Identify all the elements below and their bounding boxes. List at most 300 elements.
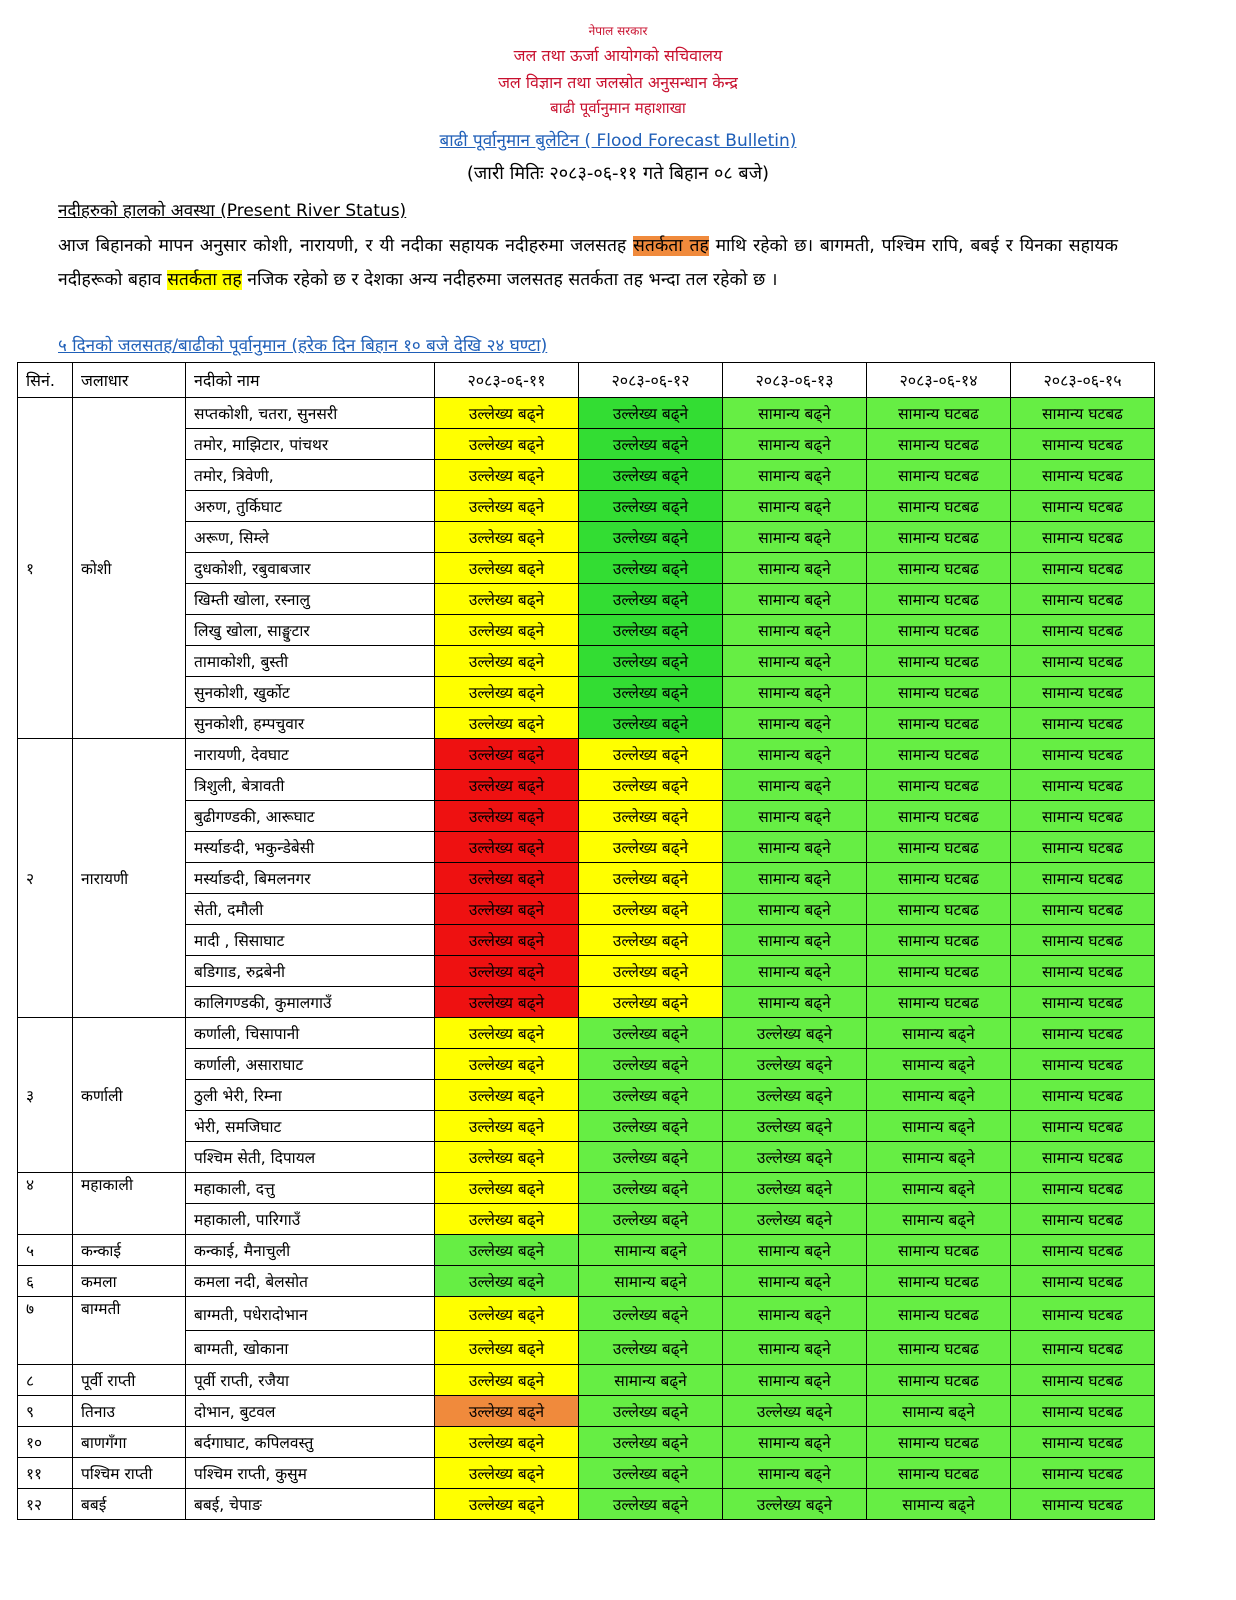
forecast-cell: उल्लेख्य बढ्ने: [435, 1396, 579, 1427]
forecast-cell: उल्लेख्य बढ्ने: [435, 832, 579, 863]
forecast-cell: सामान्य घटबढ: [1011, 925, 1155, 956]
forecast-cell: उल्लेख्य बढ्ने: [435, 646, 579, 677]
forecast-cell: उल्लेख्य बढ्ने: [579, 770, 723, 801]
forecast-cell: उल्लेख्य बढ्ने: [723, 1080, 867, 1111]
forecast-cell: उल्लेख्य बढ्ने: [723, 1489, 867, 1520]
river-station: कर्णाली, चिसापानी: [186, 1018, 435, 1049]
forecast-cell: सामान्य घटबढ: [867, 1427, 1011, 1458]
forecast-cell: उल्लेख्य बढ्ने: [579, 1204, 723, 1235]
basin-name: तिनाउ: [73, 1396, 186, 1427]
forecast-cell: सामान्य घटबढ: [1011, 1396, 1155, 1427]
forecast-cell: सामान्य बढ्ने: [723, 398, 867, 429]
river-station: बडिगाड, रुद्रबेनी: [186, 956, 435, 987]
table-row: [18, 708, 1155, 739]
forecast-cell: सामान्य घटबढ: [867, 801, 1011, 832]
table-row: [18, 832, 1155, 863]
river-station: बबई, चेपाङ: [186, 1489, 435, 1520]
table-row: [18, 398, 1155, 429]
forecast-cell: उल्लेख्य बढ्ने: [579, 801, 723, 832]
table-row: [18, 1458, 1155, 1489]
river-station: कर्णाली, असाराघाट: [186, 1049, 435, 1080]
serial-number: १: [18, 398, 73, 739]
forecast-cell: उल्लेख्य बढ्ने: [435, 1142, 579, 1173]
column-header-date: २०८३-०६-१२: [579, 363, 723, 398]
forecast-cell: उल्लेख्य बढ्ने: [435, 1266, 579, 1297]
forecast-cell: सामान्य घटबढ: [1011, 1266, 1155, 1297]
forecast-cell: उल्लेख्य बढ्ने: [579, 925, 723, 956]
forecast-cell: सामान्य बढ्ने: [867, 1049, 1011, 1080]
river-station: सुनकोशी, हम्पचुवार: [186, 708, 435, 739]
table-row: [18, 987, 1155, 1018]
river-station: तमोर, माझिटार, पांचथर: [186, 429, 435, 460]
forecast-cell: उल्लेख्य बढ्ने: [723, 1049, 867, 1080]
table-row: [18, 1297, 1155, 1331]
forecast-cell: उल्लेख्य बढ्ने: [435, 1173, 579, 1204]
forecast-cell: उल्लेख्य बढ्ने: [435, 584, 579, 615]
centre-title: जल विज्ञान तथा जलस्रोत अनुसन्धान केन्द्र: [498, 73, 738, 92]
river-station: कालिगण्डकी, कुमालगाउँ: [186, 987, 435, 1018]
river-station: बाग्मती, खोकाना: [186, 1331, 435, 1365]
forecast-cell: उल्लेख्य बढ्ने: [579, 894, 723, 925]
forecast-cell: उल्लेख्य बढ्ने: [579, 1111, 723, 1142]
basin-name: नारायणी: [73, 739, 186, 1018]
table-row: [18, 1266, 1155, 1297]
forecast-cell: सामान्य घटबढ: [867, 553, 1011, 584]
river-station: कन्काई, मैनाचुली: [186, 1235, 435, 1266]
forecast-cell: सामान्य घटबढ: [1011, 770, 1155, 801]
forecast-cell: उल्लेख्य बढ्ने: [579, 863, 723, 894]
forecast-cell: सामान्य घटबढ: [867, 770, 1011, 801]
forecast-cell: सामान्य बढ्ने: [867, 1080, 1011, 1111]
basin-name: कोशी: [73, 398, 186, 739]
forecast-cell: सामान्य घटबढ: [1011, 553, 1155, 584]
forecast-cell: सामान्य घटबढ: [867, 460, 1011, 491]
forecast-table-body: [18, 398, 1155, 1520]
table-row: [18, 739, 1155, 770]
table-row: [18, 1111, 1155, 1142]
table-row: [18, 894, 1155, 925]
forecast-cell: उल्लेख्य बढ्ने: [579, 615, 723, 646]
forecast-cell: उल्लेख्य बढ्ने: [435, 522, 579, 553]
forecast-cell: उल्लेख्य बढ्ने: [435, 429, 579, 460]
forecast-cell: उल्लेख्य बढ्ने: [579, 708, 723, 739]
forecast-cell: सामान्य बढ्ने: [723, 553, 867, 584]
table-row: [18, 1049, 1155, 1080]
table-row: [18, 801, 1155, 832]
serial-number: ५: [18, 1235, 73, 1266]
forecast-cell: सामान्य बढ्ने: [723, 491, 867, 522]
river-station: पश्चिम राप्ती, कुसुम: [186, 1458, 435, 1489]
forecast-table: [17, 362, 1155, 1520]
table-row: [18, 1173, 1155, 1204]
basin-name: पूर्वी राप्ती: [73, 1365, 186, 1396]
forecast-cell: सामान्य बढ्ने: [723, 1458, 867, 1489]
forecast-cell: सामान्य बढ्ने: [867, 1173, 1011, 1204]
forecast-cell: उल्लेख्य बढ्ने: [579, 1297, 723, 1331]
basin-name: बबई: [73, 1489, 186, 1520]
forecast-cell: सामान्य घटबढ: [1011, 1018, 1155, 1049]
forecast-cell: सामान्य बढ्ने: [723, 646, 867, 677]
forecast-cell: सामान्य बढ्ने: [723, 429, 867, 460]
forecast-cell: सामान्य घटबढ: [867, 1235, 1011, 1266]
column-header: नदीको नाम: [186, 363, 435, 398]
forecast-cell: सामान्य बढ्ने: [723, 863, 867, 894]
forecast-cell: सामान्य घटबढ: [1011, 1142, 1155, 1173]
forecast-cell: सामान्य घटबढ: [867, 1297, 1011, 1331]
column-header: जलाधार: [73, 363, 186, 398]
river-station: नारायणी, देवघाट: [186, 739, 435, 770]
forecast-cell: उल्लेख्य बढ्ने: [579, 1458, 723, 1489]
table-row: [18, 1396, 1155, 1427]
table-row: [18, 956, 1155, 987]
forecast-cell: सामान्य घटबढ: [867, 1331, 1011, 1365]
forecast-cell: सामान्य घटबढ: [1011, 1458, 1155, 1489]
forecast-cell: सामान्य बढ्ने: [579, 1266, 723, 1297]
forecast-cell: सामान्य घटबढ: [867, 987, 1011, 1018]
river-station: दोभान, बुटवल: [186, 1396, 435, 1427]
forecast-cell: उल्लेख्य बढ्ने: [435, 1489, 579, 1520]
table-row: [18, 770, 1155, 801]
forecast-cell: उल्लेख्य बढ्ने: [579, 1427, 723, 1458]
forecast-cell: सामान्य बढ्ने: [723, 987, 867, 1018]
forecast-cell: उल्लेख्य बढ्ने: [579, 832, 723, 863]
river-station: सुनकोशी, खुर्कोट: [186, 677, 435, 708]
table-row: [18, 1204, 1155, 1235]
forecast-cell: सामान्य बढ्ने: [723, 956, 867, 987]
column-header: सिनं.: [18, 363, 73, 398]
forecast-cell: उल्लेख्य बढ्ने: [579, 1173, 723, 1204]
forecast-cell: सामान्य घटबढ: [1011, 1235, 1155, 1266]
serial-number: ३: [18, 1018, 73, 1173]
forecast-cell: सामान्य घटबढ: [1011, 1111, 1155, 1142]
forecast-cell: सामान्य घटबढ: [1011, 522, 1155, 553]
column-header-date: २०८३-०६-११: [435, 363, 579, 398]
forecast-cell: सामान्य घटबढ: [1011, 1331, 1155, 1365]
forecast-cell: सामान्य बढ्ने: [723, 832, 867, 863]
forecast-cell: उल्लेख्य बढ्ने: [435, 770, 579, 801]
alert-level-highlight-2: सतर्कता तह: [167, 270, 242, 290]
forecast-cell: सामान्य घटबढ: [867, 1458, 1011, 1489]
forecast-cell: सामान्य घटबढ: [867, 646, 1011, 677]
secretariat-title: जल तथा ऊर्जा आयोगको सचिवालय: [513, 46, 723, 65]
river-station: सेती, दमौली: [186, 894, 435, 925]
river-station: मर्स्याङदी, भकुन्डेबेसी: [186, 832, 435, 863]
forecast-cell: उल्लेख्य बढ्ने: [579, 1489, 723, 1520]
forecast-cell: सामान्य बढ्ने: [723, 1235, 867, 1266]
forecast-cell: उल्लेख्य बढ्ने: [435, 708, 579, 739]
forecast-cell: उल्लेख्य बढ्ने: [435, 1297, 579, 1331]
forecast-cell: उल्लेख्य बढ्ने: [579, 1142, 723, 1173]
forecast-cell: सामान्य घटबढ: [1011, 832, 1155, 863]
table-row: [18, 863, 1155, 894]
forecast-cell: उल्लेख्य बढ्ने: [435, 1365, 579, 1396]
table-row: [18, 491, 1155, 522]
forecast-cell: सामान्य बढ्ने: [579, 1235, 723, 1266]
forecast-cell: सामान्य घटबढ: [867, 491, 1011, 522]
column-header-date: २०८३-०६-१५: [1011, 363, 1155, 398]
basin-name: बाणगँगा: [73, 1427, 186, 1458]
alert-level-highlight-1: सतर्कता तह: [633, 236, 709, 256]
river-station: बाग्मती, पधेरादोभान: [186, 1297, 435, 1331]
river-station: पूर्वी राप्ती, रजैया: [186, 1365, 435, 1396]
table-row: [18, 584, 1155, 615]
forecast-cell: उल्लेख्य बढ्ने: [579, 460, 723, 491]
serial-number: ११: [18, 1458, 73, 1489]
forecast-cell: सामान्य बढ्ने: [723, 1266, 867, 1297]
basin-name: कमला: [73, 1266, 186, 1297]
forecast-cell: उल्लेख्य बढ्ने: [579, 553, 723, 584]
forecast-cell: सामान्य घटबढ: [867, 894, 1011, 925]
forecast-cell: उल्लेख्य बढ्ने: [723, 1396, 867, 1427]
forecast-cell: उल्लेख्य बढ्ने: [579, 429, 723, 460]
forecast-cell: उल्लेख्य बढ्ने: [579, 1396, 723, 1427]
forecast-cell: उल्लेख्य बढ्ने: [435, 1049, 579, 1080]
forecast-cell: सामान्य घटबढ: [867, 1365, 1011, 1396]
table-row: [18, 615, 1155, 646]
table-row: [18, 1235, 1155, 1266]
forecast-cell: सामान्य घटबढ: [1011, 1365, 1155, 1396]
forecast-cell: उल्लेख्य बढ्ने: [723, 1018, 867, 1049]
river-station: लिखु खोला, साङ्घुटार: [186, 615, 435, 646]
river-station: सप्तकोशी, चतरा, सुनसरी: [186, 398, 435, 429]
forecast-cell: सामान्य बढ्ने: [723, 677, 867, 708]
river-station: बर्दगाघाट, कपिलवस्तु: [186, 1427, 435, 1458]
forecast-cell: उल्लेख्य बढ्ने: [435, 460, 579, 491]
river-station: बुढीगण्डकी, आरूघाट: [186, 801, 435, 832]
forecast-cell: सामान्य घटबढ: [1011, 956, 1155, 987]
river-station: त्रिशुली, बेत्रावती: [186, 770, 435, 801]
forecast-cell: उल्लेख्य बढ्ने: [435, 1427, 579, 1458]
forecast-cell: सामान्य घटबढ: [867, 429, 1011, 460]
forecast-cell: सामान्य बढ्ने: [867, 1396, 1011, 1427]
table-header-row: [18, 363, 1155, 398]
forecast-cell: सामान्य घटबढ: [1011, 1204, 1155, 1235]
forecast-cell: उल्लेख्य बढ्ने: [435, 1018, 579, 1049]
table-row: [18, 553, 1155, 584]
forecast-cell: उल्लेख्य बढ्ने: [435, 491, 579, 522]
status-text-1: आज बिहानको मापन अनुसार कोशी, नारायणी, र यी नदीका सहायक नदीहरुमा जलसतह: [58, 236, 627, 256]
table-row: [18, 646, 1155, 677]
river-station: तामाकोशी, बुस्ती: [186, 646, 435, 677]
river-station: ठुली भेरी, रिम्ना: [186, 1080, 435, 1111]
table-row: [18, 429, 1155, 460]
forecast-cell: सामान्य बढ्ने: [723, 1297, 867, 1331]
serial-number: ४: [18, 1173, 73, 1235]
forecast-cell: उल्लेख्य बढ्ने: [435, 1458, 579, 1489]
table-row: [18, 1331, 1155, 1365]
forecast-cell: सामान्य घटबढ: [867, 1266, 1011, 1297]
table-row: [18, 460, 1155, 491]
forecast-cell: उल्लेख्य बढ्ने: [723, 1111, 867, 1142]
forecast-cell: सामान्य बढ्ने: [723, 584, 867, 615]
column-header-date: २०८३-०६-१३: [723, 363, 867, 398]
forecast-cell: सामान्य बढ्ने: [723, 739, 867, 770]
basin-name: बाग्मती: [73, 1297, 186, 1365]
forecast-cell: उल्लेख्य बढ्ने: [579, 584, 723, 615]
forecast-cell: उल्लेख्य बढ्ने: [579, 677, 723, 708]
river-station: तमोर, त्रिवेणी,: [186, 460, 435, 491]
forecast-cell: उल्लेख्य बढ्ने: [579, 987, 723, 1018]
table-row: [18, 1080, 1155, 1111]
forecast-cell: उल्लेख्य बढ्ने: [435, 987, 579, 1018]
table-row: [18, 1018, 1155, 1049]
forecast-cell: सामान्य बढ्ने: [867, 1489, 1011, 1520]
present-status-heading: नदीहरुको हालको अवस्था (Present River Status): [58, 201, 407, 221]
forecast-cell: सामान्य घटबढ: [1011, 677, 1155, 708]
table-row: [18, 1489, 1155, 1520]
forecast-cell: सामान्य घटबढ: [1011, 894, 1155, 925]
forecast-cell: सामान्य बढ्ने: [723, 460, 867, 491]
river-station: मादी , सिसाघाट: [186, 925, 435, 956]
forecast-cell: उल्लेख्य बढ्ने: [435, 1331, 579, 1365]
division-title: बाढी पूर्वानुमान महाशाखा: [550, 99, 686, 117]
forecast-cell: उल्लेख्य बढ्ने: [435, 1204, 579, 1235]
forecast-cell: सामान्य घटबढ: [1011, 1427, 1155, 1458]
forecast-cell: उल्लेख्य बढ्ने: [579, 522, 723, 553]
forecast-cell: सामान्य बढ्ने: [723, 801, 867, 832]
forecast-cell: सामान्य घटबढ: [1011, 491, 1155, 522]
river-station: महाकाली, पारिगाउँ: [186, 1204, 435, 1235]
serial-number: ७: [18, 1297, 73, 1365]
forecast-cell: उल्लेख्य बढ्ने: [435, 677, 579, 708]
basin-name: कर्णाली: [73, 1018, 186, 1173]
forecast-cell: सामान्य बढ्ने: [723, 522, 867, 553]
forecast-cell: सामान्य बढ्ने: [723, 770, 867, 801]
forecast-cell: सामान्य बढ्ने: [867, 1204, 1011, 1235]
river-station: पश्चिम सेती, दिपायल: [186, 1142, 435, 1173]
forecast-cell: उल्लेख्य बढ्ने: [579, 1018, 723, 1049]
serial-number: १२: [18, 1489, 73, 1520]
forecast-cell: सामान्य घटबढ: [1011, 615, 1155, 646]
forecast-cell: सामान्य घटबढ: [1011, 1173, 1155, 1204]
forecast-cell: सामान्य बढ्ने: [723, 615, 867, 646]
serial-number: ९: [18, 1396, 73, 1427]
status-text-2: माथि रहेको छ। बागमती, पश्चिम रापि, बबई र यिनका सहायक नदीहरूको बहाव: [58, 236, 1118, 290]
forecast-cell: सामान्य घटबढ: [1011, 398, 1155, 429]
forecast-cell: उल्लेख्य बढ्ने: [435, 553, 579, 584]
serial-number: ८: [18, 1365, 73, 1396]
forecast-cell: उल्लेख्य बढ्ने: [435, 1111, 579, 1142]
forecast-cell: उल्लेख्य बढ्ने: [435, 1235, 579, 1266]
forecast-cell: सामान्य घटबढ: [867, 677, 1011, 708]
forecast-cell: उल्लेख्य बढ्ने: [579, 398, 723, 429]
forecast-cell: सामान्य घटबढ: [867, 522, 1011, 553]
forecast-cell: उल्लेख्य बढ्ने: [435, 739, 579, 770]
forecast-cell: सामान्य घटबढ: [1011, 460, 1155, 491]
forecast-cell: सामान्य घटबढ: [867, 832, 1011, 863]
forecast-cell: उल्लेख्य बढ्ने: [579, 1331, 723, 1365]
status-text-3: नजिक रहेको छ र देशका अन्य नदीहरुमा जलसतह सतर्कता तह भन्दा तल रहेको छ ।: [247, 270, 778, 290]
serial-number: २: [18, 739, 73, 1018]
river-station: महाकाली, दत्तु: [186, 1173, 435, 1204]
forecast-cell: उल्लेख्य बढ्ने: [723, 1204, 867, 1235]
forecast-cell: उल्लेख्य बढ्ने: [579, 1049, 723, 1080]
forecast-cell: सामान्य घटबढ: [1011, 584, 1155, 615]
forecast-cell: सामान्य घटबढ: [1011, 429, 1155, 460]
forecast-cell: उल्लेख्य बढ्ने: [435, 925, 579, 956]
forecast-cell: उल्लेख्य बढ्ने: [435, 863, 579, 894]
column-header-date: २०८३-०६-१४: [867, 363, 1011, 398]
river-station: अरुण, तुर्किघाट: [186, 491, 435, 522]
bulletin-title: बाढी पूर्वानुमान बुलेटिन ( Flood Forecast Bulletin): [439, 131, 797, 151]
river-station: अरूण, सिम्ले: [186, 522, 435, 553]
forecast-cell: उल्लेख्य बढ्ने: [435, 801, 579, 832]
forecast-cell: उल्लेख्य बढ्ने: [723, 1142, 867, 1173]
forecast-cell: सामान्य बढ्ने: [723, 1365, 867, 1396]
forecast-cell: सामान्य घटबढ: [1011, 801, 1155, 832]
serial-number: १०: [18, 1427, 73, 1458]
forecast-cell: सामान्य घटबढ: [1011, 739, 1155, 770]
forecast-cell: सामान्य घटबढ: [1011, 1489, 1155, 1520]
basin-name: पश्चिम राप्ती: [73, 1458, 186, 1489]
forecast-cell: सामान्य घटबढ: [867, 584, 1011, 615]
forecast-cell: सामान्य बढ्ने: [867, 1111, 1011, 1142]
table-row: [18, 677, 1155, 708]
forecast-cell: सामान्य बढ्ने: [723, 925, 867, 956]
river-station: खिम्ती खोला, रस्नालु: [186, 584, 435, 615]
forecast-cell: सामान्य घटबढ: [1011, 708, 1155, 739]
river-station: कमला नदी, बेलसोत: [186, 1266, 435, 1297]
forecast-cell: सामान्य बढ्ने: [867, 1018, 1011, 1049]
forecast-heading: ५ दिनको जलसतह/बाढीको पूर्वानुमान (हरेक दिन बिहान १० बजे देखि २४ घण्टा): [58, 336, 548, 356]
forecast-cell: सामान्य घटबढ: [867, 398, 1011, 429]
forecast-cell: उल्लेख्य बढ्ने: [579, 1080, 723, 1111]
river-station: दुधकोशी, रबुवाबजार: [186, 553, 435, 584]
forecast-cell: सामान्य बढ्ने: [723, 1427, 867, 1458]
forecast-cell: उल्लेख्य बढ्ने: [435, 615, 579, 646]
forecast-cell: सामान्य घटबढ: [1011, 1049, 1155, 1080]
table-row: [18, 522, 1155, 553]
forecast-cell: सामान्य घटबढ: [867, 925, 1011, 956]
forecast-cell: सामान्य घटबढ: [867, 615, 1011, 646]
forecast-cell: सामान्य घटबढ: [867, 863, 1011, 894]
forecast-cell: सामान्य बढ्ने: [723, 894, 867, 925]
forecast-cell: उल्लेख्य बढ्ने: [579, 646, 723, 677]
present-status-paragraph: [58, 229, 1118, 297]
forecast-cell: सामान्य घटबढ: [1011, 646, 1155, 677]
forecast-cell: उल्लेख्य बढ्ने: [435, 1080, 579, 1111]
forecast-cell: उल्लेख्य बढ्ने: [579, 491, 723, 522]
government-label: नेपाल सरकार: [588, 24, 648, 38]
basin-name: महाकाली: [73, 1173, 186, 1235]
forecast-cell: सामान्य घटबढ: [1011, 1080, 1155, 1111]
forecast-cell: उल्लेख्य बढ्ने: [435, 956, 579, 987]
forecast-cell: सामान्य घटबढ: [867, 739, 1011, 770]
river-station: भेरी, समजिघाट: [186, 1111, 435, 1142]
forecast-cell: सामान्य घटबढ: [1011, 1297, 1155, 1331]
forecast-cell: सामान्य घटबढ: [867, 708, 1011, 739]
basin-name: कन्काई: [73, 1235, 186, 1266]
forecast-cell: उल्लेख्य बढ्ने: [435, 894, 579, 925]
issue-date: (जारी मितिः २०८३-०६-११ गते बिहान ०८ बजे): [466, 163, 770, 184]
forecast-cell: सामान्य घटबढ: [867, 956, 1011, 987]
table-row: [18, 1365, 1155, 1396]
forecast-cell: सामान्य बढ्ने: [723, 708, 867, 739]
forecast-cell: सामान्य बढ्ने: [723, 1331, 867, 1365]
forecast-cell: सामान्य घटबढ: [1011, 987, 1155, 1018]
forecast-cell: उल्लेख्य बढ्ने: [579, 739, 723, 770]
forecast-cell: सामान्य बढ्ने: [867, 1142, 1011, 1173]
forecast-cell: उल्लेख्य बढ्ने: [435, 398, 579, 429]
forecast-cell: सामान्य बढ्ने: [579, 1365, 723, 1396]
river-station: मर्स्याङदी, बिमलनगर: [186, 863, 435, 894]
serial-number: ६: [18, 1266, 73, 1297]
forecast-cell: उल्लेख्य बढ्ने: [723, 1173, 867, 1204]
table-row: [18, 1427, 1155, 1458]
table-row: [18, 1142, 1155, 1173]
forecast-cell: सामान्य घटबढ: [1011, 863, 1155, 894]
table-row: [18, 925, 1155, 956]
